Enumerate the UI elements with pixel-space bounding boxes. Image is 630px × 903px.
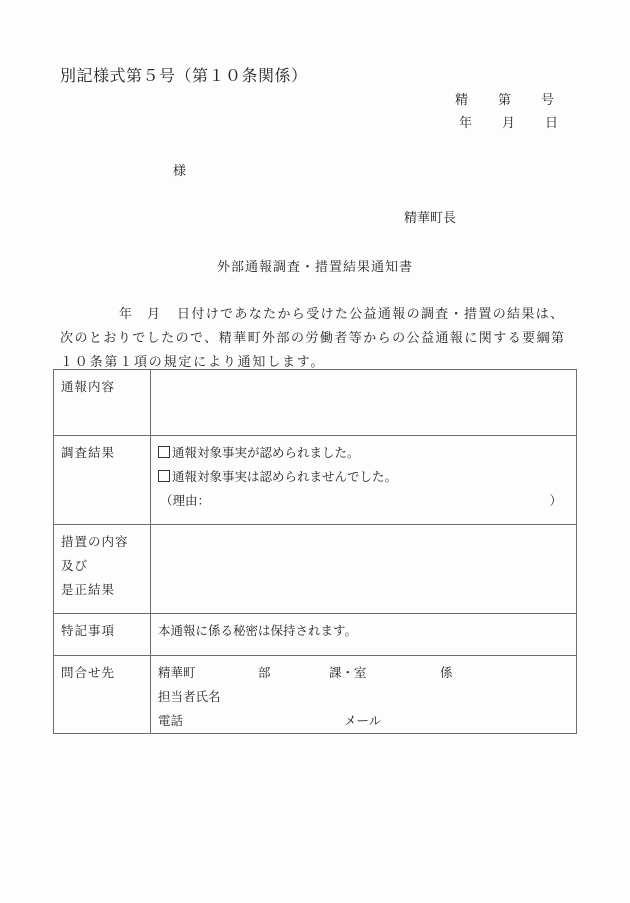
doc-number-go: 号 — [541, 93, 555, 108]
doc-number-prefix: 精 — [455, 93, 469, 108]
body-year: 年 — [119, 307, 134, 322]
label-contact: 問合せ先 — [54, 656, 151, 734]
checkbox-icon[interactable] — [158, 470, 170, 482]
option-not-confirmed[interactable]: 通報対象事実は認められませんでした。 — [158, 465, 570, 489]
value-measures[interactable] — [151, 525, 577, 614]
report-table — [53, 369, 577, 734]
contact-phone: 電話 — [158, 713, 184, 728]
doc-number-dai: 第 — [498, 93, 512, 108]
date-day: 日 — [545, 116, 559, 131]
value-contact — [151, 656, 577, 734]
body-line3: １０条第１項の規定により通知します。 — [60, 355, 326, 370]
contact-phone-mail — [158, 709, 570, 733]
contact-org — [158, 661, 570, 685]
value-special-notes: 本通報に係る秘密は保持されます。 — [151, 614, 577, 656]
row-special-notes — [54, 614, 577, 656]
body-line2: 次のとおりでしたので、精華町外部の労働者等からの公益通報に関する要綱第 — [60, 331, 566, 346]
contact-dept: 部 — [258, 665, 271, 680]
body-month: 月 — [147, 307, 162, 322]
date-month: 月 — [502, 116, 516, 131]
form-number: 別記様式第５号（第１０条関係） — [60, 66, 308, 85]
value-report-content[interactable] — [151, 370, 577, 436]
body-line1: 日付けであなたから受けた公益通報の調査・措置の結果は、 — [177, 307, 565, 322]
contact-section: 課・室 — [329, 665, 367, 680]
label-investigation-result: 調査結果 — [54, 436, 151, 525]
contact-person: 担当者氏名 — [158, 689, 221, 704]
label-measures: 措置の内容 及び 是正結果 — [54, 525, 151, 614]
date-year: 年 — [459, 116, 473, 131]
label-report-content: 通報内容 — [54, 370, 151, 436]
row-contact — [54, 656, 577, 734]
reason-open: （理由： — [160, 493, 211, 508]
value-investigation-result — [151, 436, 577, 525]
contact-unit: 係 — [440, 665, 453, 680]
reason-field[interactable] — [158, 489, 570, 513]
reason-close: ） — [549, 493, 562, 508]
label-special-notes: 特記事項 — [54, 614, 151, 656]
option-confirmed[interactable]: 通報対象事実が認められました。 — [158, 441, 570, 465]
addressee: 様 — [173, 164, 187, 179]
row-investigation-result — [54, 436, 577, 525]
contact-mail: メール — [344, 713, 382, 728]
contact-town: 精華町 — [158, 665, 196, 680]
checkbox-icon[interactable] — [158, 446, 170, 458]
row-report-content — [54, 370, 577, 436]
issuer: 精華町長 — [404, 211, 457, 226]
row-measures — [54, 525, 577, 614]
document-title: 外部通報調査・措置結果通知書 — [217, 260, 414, 275]
